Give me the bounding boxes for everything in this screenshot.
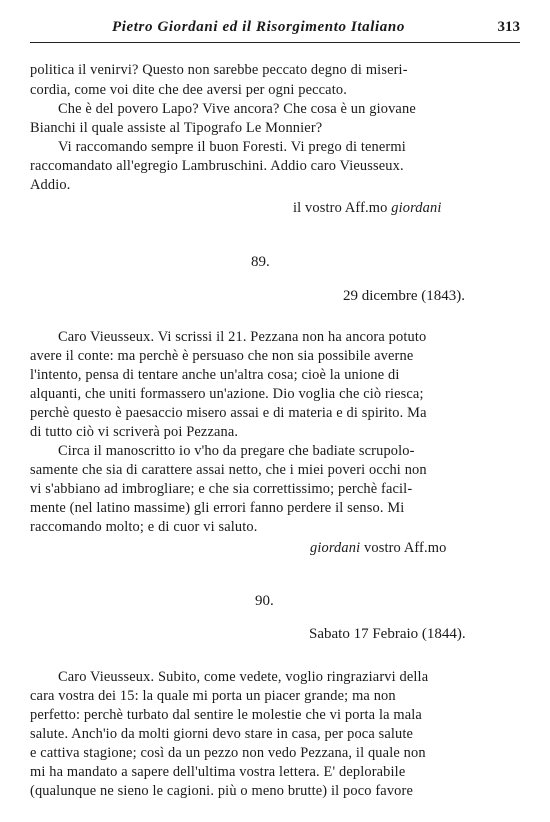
text-line: mi ha mandato a sapere dell'ultima vostra lettera. E' deplorabile [30,764,406,780]
signature: giordani [391,200,442,216]
text-line: perchè questo è paesaccio misero assai e di materia e di spirito. Ma [30,405,427,421]
letter-number: 90. [255,593,274,609]
signature: giordani [310,540,361,556]
closing: il vostro Aff.mo [293,200,388,216]
text-line: samente che sia di carattere assai netto, che i miei poveri occhi non [30,462,427,478]
text-line: raccomando molto; e di cuor vi saluto. [30,519,258,535]
text-line: Caro Vieusseux. Vi scrissi il 21. Pezzana non ha ancora potuto [58,329,427,345]
text-line: e cattiva stagione; così da un pezzo non vedo Pezzana, il quale non [30,745,426,761]
text-line: cordia, come voi dite che dee aversi per ogni peccato. [30,82,347,98]
text-line: Caro Vieusseux. Subito, come vedete, voglio ringraziarvi della [58,669,429,685]
text-line: politica il venirvi? Questo non sarebbe peccato degno di miseri- [30,62,408,78]
letter-date: Sabato 17 Febraio (1844). [309,626,466,642]
text-line: salute. Anch'io da molti giorni devo stare in casa, per poca salute [30,726,414,742]
text-line: raccomandato all'egregio Lambruschini. Addio caro Vieusseux. [30,158,404,174]
text-line: mente (nel latino massime) gli errori fanno perdere il senso. Mi [30,500,405,516]
text-line: l'intento, pensa di tentare anche un'altra cosa; cioè la unione di [30,367,400,383]
closing-line [293,198,441,218]
text-line: di tutto ciò vi scriverà poi Pezzana. [30,424,239,440]
text-line: Che è del povero Lapo? Vive ancora? Che cosa è un giovane [58,101,416,117]
text-line: avere il conte: ma perchè è persuaso che non sia possibile averne [30,348,414,364]
text-line: (qualunque ne sieno le cagioni. più o meno brutte) il poco favore [30,783,413,799]
running-header [30,18,520,43]
running-title: Pietro Giordani ed il Risorgimento Italiano [112,19,405,35]
text-line: perfetto: perchè turbato dal sentire le molestie che vi porta la mala [30,707,422,723]
text-line: cara vostra dei 15: la quale mi porta un piacer grande; ma non [30,688,396,704]
text-line: Circa il manoscritto io v'ho da pregare che badiate scrupolo- [58,443,415,459]
letter-date: 29 dicembre (1843). [343,288,466,304]
closing-line [310,538,446,558]
letter-number: 89. [251,254,270,270]
closing: vostro Aff.mo [364,540,447,556]
text-line: alquanti, che uniti formassero un'azione. Dio voglia che ciò riesca; [30,386,424,402]
text-line: Bianchi il quale assiste al Tipografo Le Monnier? [30,120,323,136]
text-line: Vi raccomando sempre il buon Foresti. Vi prego di tenermi [58,139,406,155]
page-number: 313 [497,19,520,35]
text-line: vi s'abbiano ad imbrogliare; e che sia correttissimo; perchè facil- [30,481,413,497]
text-line: Addio. [30,177,71,193]
